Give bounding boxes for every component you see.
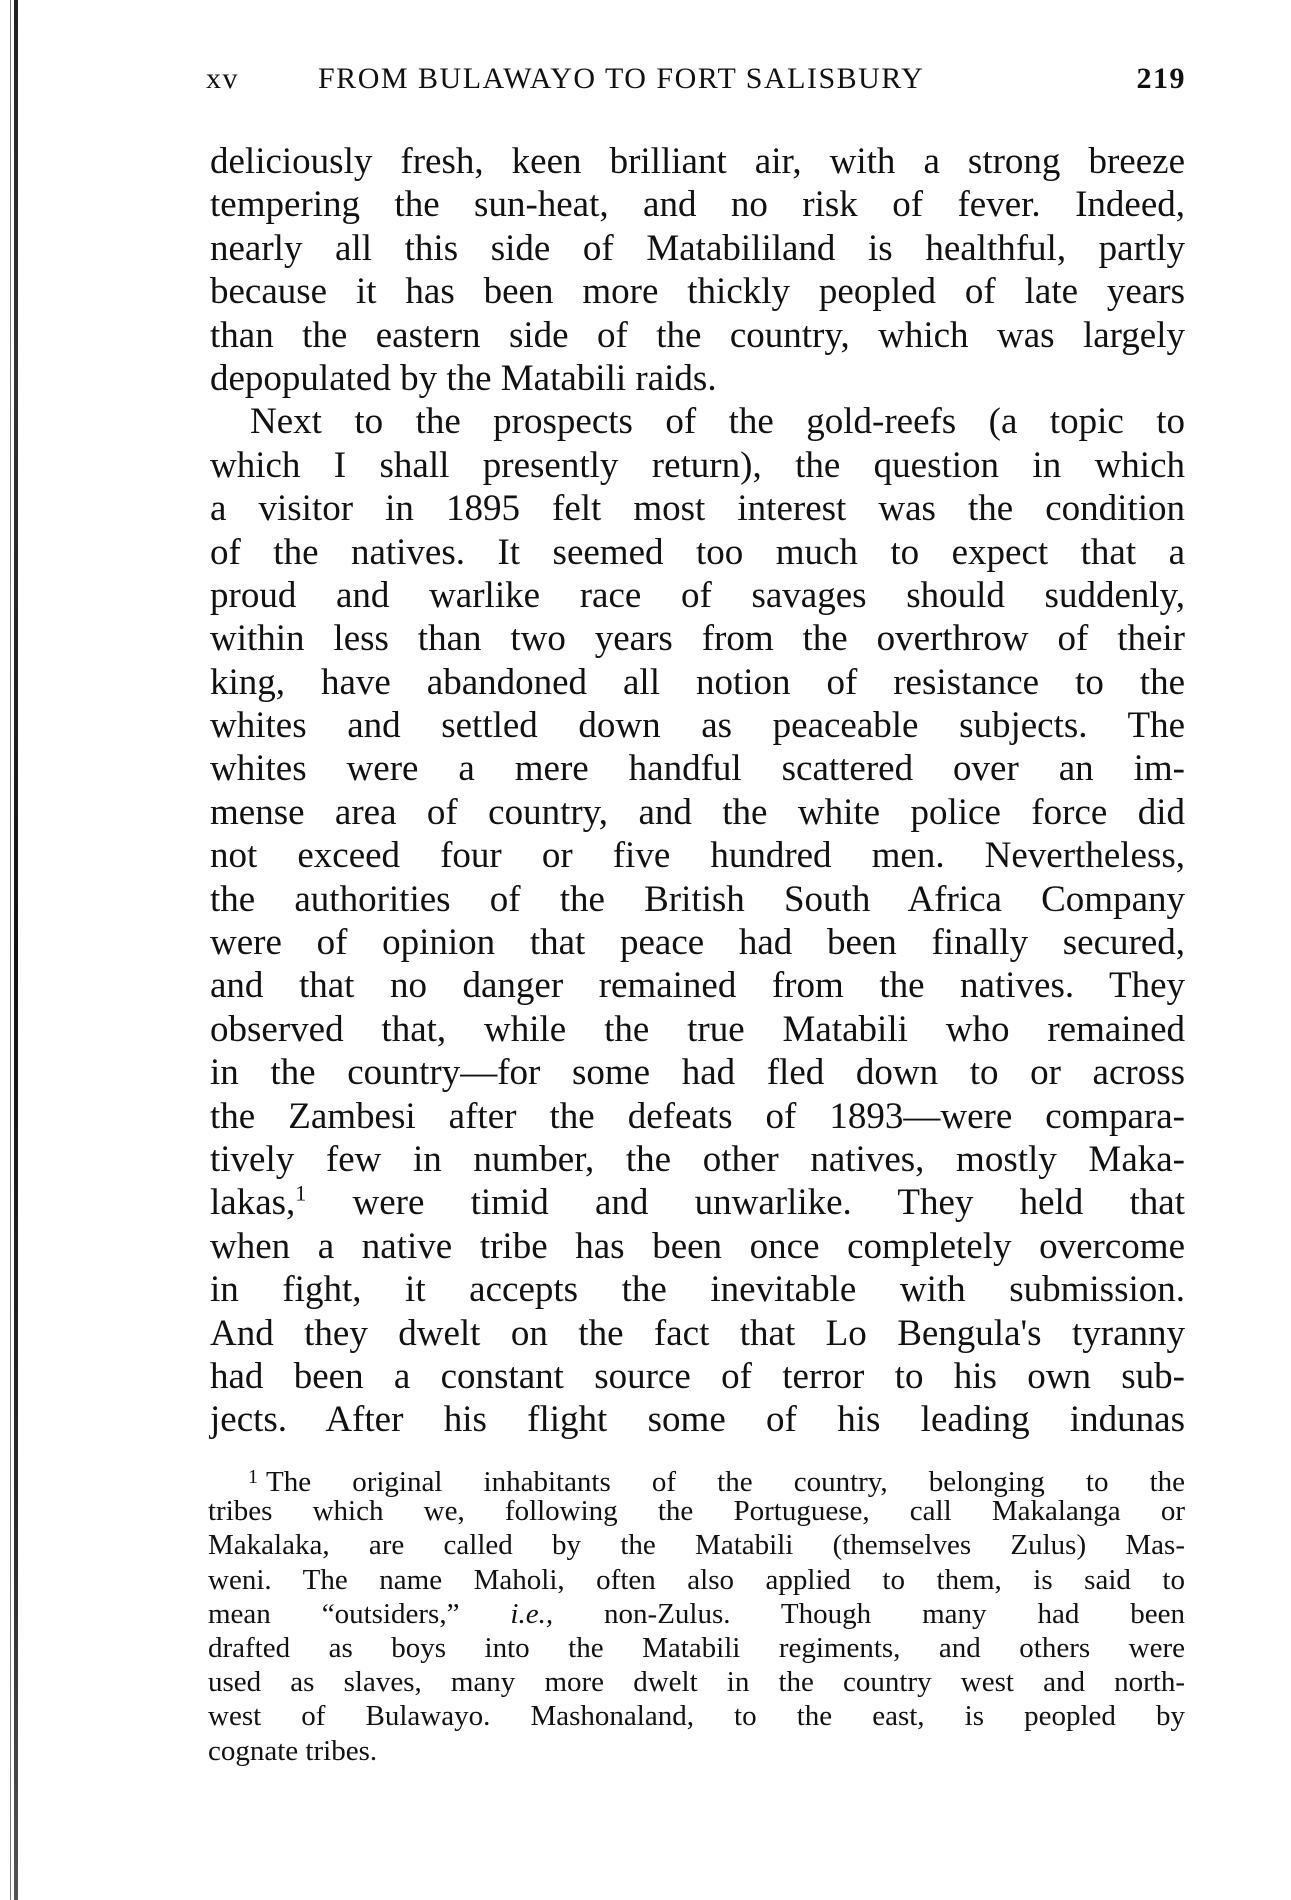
text-line: because it has been more thickly peopled of late years <box>210 271 1185 313</box>
text-fragment: non-Zulus. Though many had been <box>553 1597 1186 1630</box>
text-line: than the eastern side of the country, which was largely <box>210 314 1185 356</box>
text-line: the Zambesi after the defeats of 1893—were compara- <box>210 1095 1185 1137</box>
text-line: were of opinion that peace had been finally secured, <box>210 922 1185 964</box>
text-line: observed that, while the true Matabili who remained <box>210 1008 1185 1050</box>
gutter-edge-line <box>10 0 11 1900</box>
text-line: when a native tribe has been once completely overcome <box>210 1225 1185 1267</box>
page-gutter <box>10 0 24 1900</box>
footnote-line: used as slaves, many more dwelt in the country west and north- <box>208 1666 1185 1699</box>
text-fragment: The original inhabitants of the country, belonging to the <box>266 1466 1185 1498</box>
footnote-marker: 1 <box>248 1466 258 1488</box>
text-line: tively few in number, the other natives, mostly Maka- <box>210 1138 1185 1180</box>
text-line: in the country—for some had fled down to or across <box>210 1052 1185 1094</box>
text-line: nearly all this side of Matabililand is healthful, partly <box>210 227 1185 269</box>
text-line: Next to the prospects of the gold-reefs (a topic to <box>250 401 1185 443</box>
footnote-line: weni. The name Maholi, often also applied to them, is said to <box>208 1563 1185 1596</box>
footnote-line: tribes which we, following the Portuguese, call Makalanga or <box>208 1495 1185 1528</box>
running-title: FROM BULAWAYO TO FORT SALISBURY <box>318 62 925 95</box>
text-fragment: lakas, <box>210 1182 296 1224</box>
footnote-line: drafted as boys into the Matabili regiments, and others were <box>208 1631 1185 1664</box>
text-line: king, have abandoned all notion of resistance to the <box>210 661 1185 703</box>
main-text <box>210 140 1185 1442</box>
text-line: depopulated by the Matabili raids. <box>210 357 717 399</box>
text-line: in fight, it accepts the inevitable with submission. <box>210 1269 1185 1311</box>
page-number: 219 <box>1136 62 1186 95</box>
footnote-line: west of Bulawayo. Mashonaland, to the east, is peopled by <box>208 1700 1185 1733</box>
footnote <box>208 1460 1185 1768</box>
text-fragment: were timid and unwarlike. They held that <box>306 1182 1185 1224</box>
text-line: jects. After his flight some of his leading indunas <box>210 1399 1185 1441</box>
text-line: a visitor in 1895 felt most interest was the condition <box>210 488 1185 530</box>
footnote-reference[interactable]: 1 <box>295 1181 307 1207</box>
text-line: and that no danger remained from the natives. They <box>210 965 1185 1007</box>
text-line: mense area of country, and the white police force did <box>210 791 1185 833</box>
gutter-shadow-line <box>14 0 18 1900</box>
footnote-line: Makalaka, are called by the Matabili (themselves Zulus) Mas- <box>208 1529 1185 1562</box>
italic-abbreviation: i.e., <box>510 1597 554 1630</box>
text-line: whites were a mere handful scattered over an im- <box>210 748 1185 790</box>
text-line: whites and settled down as peaceable subjects. The <box>210 705 1185 747</box>
text-line: tempering the sun-heat, and no risk of fever. Indeed, <box>210 184 1185 226</box>
text-line: proud and warlike race of savages should suddenly, <box>210 574 1185 616</box>
footnote-line: cognate tribes. <box>208 1734 378 1767</box>
running-header <box>206 62 1186 112</box>
text-line: of the natives. It seemed too much to expect that a <box>210 531 1185 573</box>
text-line: the authorities of the British South Africa Company <box>210 878 1185 920</box>
text-line: within less than two years from the overthrow of their <box>210 618 1185 660</box>
text-line: deliciously fresh, keen brilliant air, with a strong breeze <box>210 141 1185 182</box>
text-fragment: mean “outsiders,” <box>208 1597 460 1630</box>
footnote-line <box>208 1597 1185 1631</box>
chapter-number: xv <box>206 62 239 95</box>
text-line: had been a constant source of terror to his own sub- <box>210 1355 1185 1397</box>
text-line: And they dwelt on the fact that Lo Bengula's tyranny <box>210 1312 1185 1354</box>
footnote-line <box>208 1460 1185 1498</box>
text-line: not exceed four or five hundred men. Nevertheless, <box>210 835 1185 877</box>
text-line-with-note <box>210 1181 1185 1224</box>
text-line: which I shall presently return), the question in which <box>210 444 1185 486</box>
